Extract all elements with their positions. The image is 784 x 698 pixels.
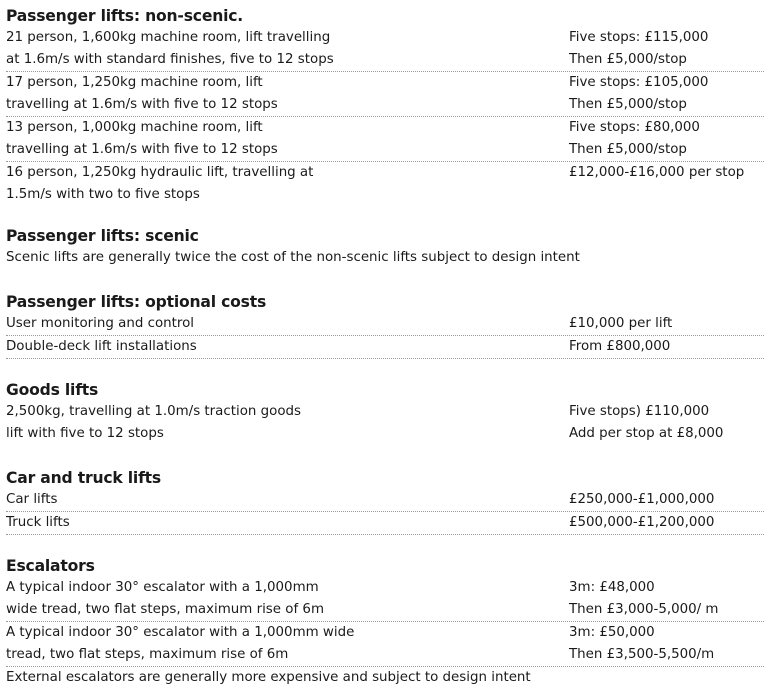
description-line: 2,500kg, travelling at 1.0m/s traction goods [6,404,302,419]
cost-line: Then £5,000/stop [569,97,687,112]
row-description [6,117,569,161]
cost-line: Then £3,500-5,500/m [569,647,715,662]
cost-line: Five stops) £110,000 [569,404,710,419]
section-1 [6,225,764,269]
row-cost [569,336,764,358]
cost-line: Then £5,000/stop [569,142,687,157]
description-line: A typical indoor 30° escalator with a 1,000mm [6,580,319,595]
section-2 [6,291,764,359]
cost-line: Five stops: £115,000 [569,30,709,45]
section-title: Escalators [6,557,95,575]
table-row [6,313,764,336]
description-line: A typical indoor 30° escalator with a 1,000mm wide [6,625,355,640]
description-line: 16 person, 1,250kg hydraulic lift, travelling at [6,165,314,180]
row-description [6,401,569,445]
table-row [6,512,764,535]
table-row [6,336,764,359]
row-description [6,577,569,621]
description-line: lift with five to 12 stops [6,426,164,441]
description-line: travelling at 1.6m/s with five to 12 stops [6,97,278,112]
cost-line: 3m: £48,000 [569,580,655,595]
description-line: tread, two flat steps, maximum rise of 6m [6,647,289,662]
row-cost [569,512,764,534]
row-cost [569,577,764,621]
cost-line: £12,000-£16,000 per stop [569,165,745,180]
description-line: 13 person, 1,000kg machine room, lift [6,120,263,135]
description-line: 17 person, 1,250kg machine room, lift [6,75,263,90]
description-line: Truck lifts [6,515,70,530]
row-description [6,27,569,71]
row-description [6,72,569,116]
row-cost [569,117,764,161]
row-cost [569,313,764,335]
description-line: Double-deck lift installations [6,339,197,354]
cost-line: Five stops: £105,000 [569,75,709,90]
table-row [6,401,764,445]
section-title: Goods lifts [6,381,99,399]
table-row [6,577,764,622]
row-description [6,622,569,666]
table-row [6,117,764,162]
table-row [6,622,764,667]
description-line: wide tread, two flat steps, maximum rise of 6m [6,602,324,617]
row-description [6,512,569,534]
description-line: Car lifts [6,492,58,507]
table-row [6,72,764,117]
row-cost [569,489,764,511]
row-description [6,162,569,206]
row-description [6,336,569,358]
section-0 [6,5,764,206]
cost-line: From £800,000 [569,339,671,354]
cost-line: Then £3,000-5,000/ m [569,602,719,617]
section-title: Passenger lifts: optional costs [6,293,267,311]
table-row [6,162,764,206]
row-cost [569,162,764,206]
section-title: Passenger lifts: non-scenic. [6,7,244,25]
section-note: External escalators are generally more expensive and subject to design intent [6,670,531,685]
cost-line: Add per stop at £8,000 [569,426,724,441]
cost-line: 3m: £50,000 [569,625,655,640]
description-line: travelling at 1.6m/s with five to 12 stops [6,142,278,157]
cost-line: £10,000 per lift [569,316,673,331]
cost-line: £250,000-£1,000,000 [569,492,715,507]
description-line: at 1.6m/s with standard finishes, five to 12 stops [6,52,334,67]
section-4 [6,467,764,535]
row-cost [569,401,764,445]
section-title: Passenger lifts: scenic [6,227,199,245]
section-note: Scenic lifts are generally twice the cost of the non-scenic lifts subject to design intent [6,250,580,265]
table-row [6,27,764,72]
description-line: 1.5m/s with two to five stops [6,187,200,202]
section-5 [6,555,764,689]
section-3 [6,379,764,445]
row-description [6,313,569,335]
cost-line: Five stops: £80,000 [569,120,700,135]
section-title: Car and truck lifts [6,469,162,487]
row-cost [569,27,764,71]
description-line: User monitoring and control [6,316,194,331]
row-cost [569,622,764,666]
cost-line: Then £5,000/stop [569,52,687,67]
table-row [6,489,764,512]
row-description [6,489,569,511]
cost-line: £500,000-£1,200,000 [569,515,715,530]
row-cost [569,72,764,116]
description-line: 21 person, 1,600kg machine room, lift travelling [6,30,331,45]
